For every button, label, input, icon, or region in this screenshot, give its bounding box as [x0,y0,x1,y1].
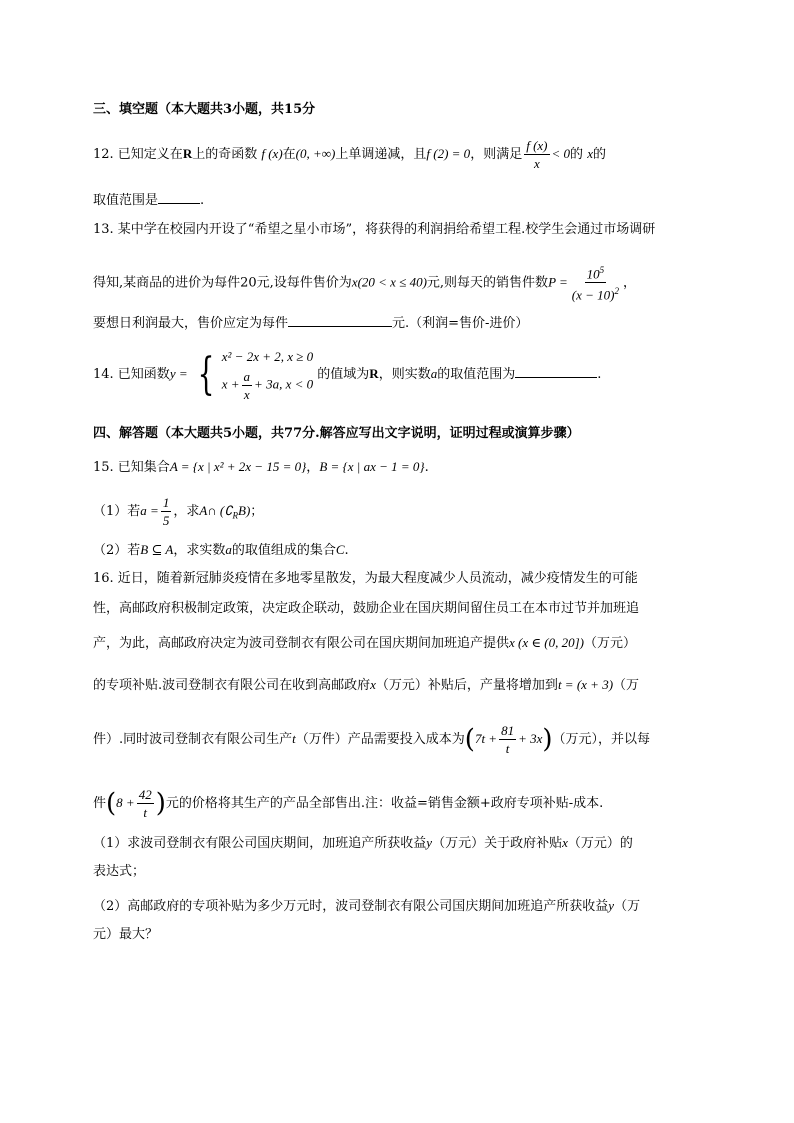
question-16-line4: 的专项补贴.波司登制衣有限公司在收到高邮政府x（万元）补贴后，产量将增加到t = (x + 3)（万 [93,677,640,693]
math-fraction-fx-over-x: $\frac{f (x)}{x}$ [526,138,548,171]
answer-blank [515,365,597,378]
question-12-line2: 取值范围是 . [93,193,205,208]
math-interval: (0, +∞) [295,146,336,161]
real-set-symbol: R [182,146,193,161]
section-4-title: 四、解答题（本大题共5小题，共77分.解答应写出文字说明，证明过程或演算步骤） [93,426,580,441]
math-fraction-sales: $\frac{10^5}{(x - 10)^2}$ [570,262,621,304]
question-16-line2: 性，高邮政府积极制定政策，决定政企联动，鼓励企业在国庆期间留住员工在本市过节并加班追 [93,601,640,616]
question-12: 12. 已知定义在R上的奇函数 f (x)在(0, +∞)上单调递减，且f (2) = 0，则满足 $\frac{f (x)}{x}$ < 0的 x的 [93,138,606,171]
question-15: 15. 已知集合A = {x | x² + 2x − 15 = 0}，B = {x | ax − 1 = 0}. [93,459,429,475]
math-fx: f (x) [261,146,283,161]
section-3-title: 三、填空题（本大题共3小题，共15分 [93,102,316,117]
question-16-part2-line2: 元）最大？ [93,927,159,942]
question-15-part2: （2）若B ⊆ A，求实数a的取值组成的集合C. [93,542,349,558]
question-13-line1: 13. 某中学在校园内开设了“希望之星小市场”，将获得的利润捐给希望工程.校学生会通过市场调研 [93,222,656,237]
question-16-line3: 产，为此，高邮政府决定为波司登制衣有限公司在国庆期间加班追产提供x (x ∈ (0, 20])（万元） [93,635,636,651]
question-13-line3: 要想日利润最大，售价应定为每件 元.（利润=售价-进价） [93,316,529,331]
question-16-line1: 16. 近日，随着新冠肺炎疫情在多地零星散发，为最大程度减少人员流动，减少疫情发生的可能 [93,571,638,586]
question-13-line2: 得知,某商品的进价为每件20元,设每件售价为x(20 < x ≤ 40)元,则每天的销售件数P = $\frac{10^5}{(x - 10)^2}$ ， [93,262,636,304]
question-15-part1: （1）若a = $\frac{1}{5}$ ，求A∩ $(∁_RB)$； [93,495,264,528]
answer-blank [288,314,392,327]
math-f2: f (2) = 0 [426,146,471,161]
question-16-line6: 件(8 + $\frac{42}{t}$ )元的价格将其生产的产品全部售出.注：收益=销售金额+政府专项补贴-成本. [93,787,604,820]
answer-blank [158,191,200,204]
question-16-line5: 件）.同时波司登制衣有限公司生产t（万件）产品需要投入成本为(7t + $\frac{81}{t}$ + 3x)（万元），并以每 [93,723,651,756]
question-16-part1-line2: 表达式； [93,864,146,879]
question-16-part2: （2）高邮政府的专项补贴为多少万元时，波司登制衣有限公司国庆期间加班追产所获收益y（万 [93,898,641,914]
piecewise-function: { x² − 2x + 2, x ≥ 0 x + $\frac{a}{x}$ + 3a, x < 0 [197,348,314,402]
question-14: 14. 已知函数y = { x² − 2x + 2, x ≥ 0 x + $\frac{a}{x}$ + 3a, x < 0 的值域为R，则实数a的取值范围为 . [93,346,601,403]
question-16-part1: （1）求波司登制衣有限公司国庆期间，加班追产所获收益y（万元）关于政府补贴x（万元）的 [93,835,633,851]
